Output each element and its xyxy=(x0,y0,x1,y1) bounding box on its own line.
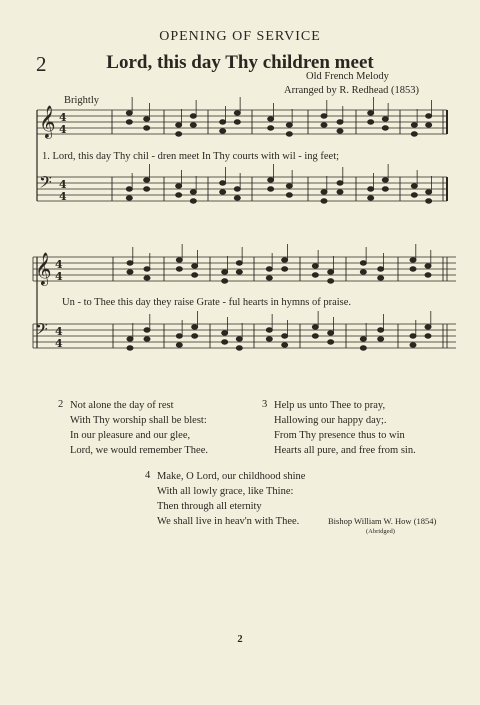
note-head xyxy=(220,181,226,185)
staff-lines xyxy=(33,110,456,348)
note-head xyxy=(425,264,431,268)
note-head xyxy=(368,196,374,200)
time-signature: 4 xyxy=(55,337,63,350)
note-head xyxy=(378,328,384,332)
note-head xyxy=(286,193,292,197)
time-signature: 4 xyxy=(55,325,63,338)
note-head xyxy=(282,343,288,347)
note-head xyxy=(222,331,228,335)
abridged-note: (Abridged) xyxy=(366,528,395,535)
verse-number: 4 xyxy=(145,470,151,481)
note-head xyxy=(190,190,196,194)
hymn-number: 2 xyxy=(36,52,47,76)
note-head xyxy=(220,129,226,133)
verse-line: Hearts all pure, and free from sin. xyxy=(274,445,416,456)
note-head xyxy=(176,123,182,127)
note-head xyxy=(192,334,198,338)
time-signature: 4 xyxy=(59,190,67,203)
note-head xyxy=(286,184,292,188)
note-head xyxy=(144,337,150,341)
note-head xyxy=(144,117,150,121)
note-head xyxy=(176,193,182,197)
verse-line: Help us unto Thee to pray, xyxy=(274,400,386,411)
note-head xyxy=(126,120,132,124)
note-head xyxy=(411,132,417,136)
note-head xyxy=(236,270,242,274)
verse-4 xyxy=(157,469,305,529)
note-head xyxy=(328,331,334,335)
note-head xyxy=(312,334,318,338)
note-head xyxy=(176,267,182,271)
clefs xyxy=(35,105,67,350)
note-head xyxy=(312,325,318,329)
note-head xyxy=(220,120,226,124)
note-head xyxy=(328,340,334,344)
note-head xyxy=(192,273,198,277)
note-head xyxy=(144,267,150,271)
note-head xyxy=(234,111,240,115)
note-head xyxy=(190,123,196,127)
note-head xyxy=(282,258,288,262)
note-head xyxy=(360,337,366,341)
note-head xyxy=(144,126,150,130)
note-head xyxy=(127,270,133,274)
note-head xyxy=(410,334,416,338)
time-signature: 4 xyxy=(59,178,67,191)
verse-line: From Thy presence thus to win xyxy=(274,430,405,441)
note-head xyxy=(337,120,343,124)
verse-line: Make, O Lord, our childhood shine xyxy=(157,471,306,482)
note-head xyxy=(411,123,417,127)
verse-number: 2 xyxy=(58,399,64,410)
tune-name: Old French Melody xyxy=(306,71,389,82)
note-head xyxy=(426,123,432,127)
note-head xyxy=(268,178,274,182)
verse-line: Not alone the day of rest xyxy=(70,400,174,411)
verse-line: We shall live in heav'n with Thee. xyxy=(157,516,300,527)
note-head xyxy=(321,190,327,194)
note-head xyxy=(127,261,133,265)
note-head xyxy=(176,334,182,338)
note-head xyxy=(382,126,388,130)
note-head xyxy=(220,190,226,194)
verse-line: Hallowing our happy day;. xyxy=(274,415,387,426)
note-head xyxy=(266,267,272,271)
note-head xyxy=(266,328,272,332)
note-head xyxy=(382,178,388,182)
note-head xyxy=(382,117,388,121)
note-head xyxy=(312,264,318,268)
note-head xyxy=(176,258,182,262)
note-head xyxy=(190,199,196,203)
note-head xyxy=(268,117,274,121)
note-head xyxy=(126,187,132,191)
note-head xyxy=(236,261,242,265)
note-head xyxy=(190,114,196,118)
note-head xyxy=(411,193,417,197)
note-head xyxy=(382,187,388,191)
note-head xyxy=(410,258,416,262)
note-head xyxy=(337,190,343,194)
note-head xyxy=(126,196,132,200)
author-credit: Bishop William W. How (1854) xyxy=(328,516,437,526)
note-head xyxy=(337,181,343,185)
note-head xyxy=(378,276,384,280)
note-head xyxy=(368,187,374,191)
verse-line: In our pleasure and our glee, xyxy=(70,430,191,441)
note-head xyxy=(426,114,432,118)
note-head xyxy=(425,273,431,277)
note-head xyxy=(222,340,228,344)
verse-number: 3 xyxy=(262,399,268,410)
bass-clef: 𝄢 xyxy=(35,319,48,343)
note-head xyxy=(282,267,288,271)
note-head xyxy=(144,178,150,182)
verse-2 xyxy=(70,398,208,458)
note-head xyxy=(321,123,327,127)
note-head xyxy=(268,126,274,130)
verse-line: Lord, we would remember Thee. xyxy=(70,445,209,456)
note-head xyxy=(234,187,240,191)
note-head xyxy=(144,276,150,280)
hymn-title: Lord, this day Thy children meet xyxy=(106,52,374,73)
note-head xyxy=(234,120,240,124)
note-head xyxy=(425,334,431,338)
note-head xyxy=(312,273,318,277)
note-head xyxy=(144,328,150,332)
arranger-credit: Arranged by R. Redhead (1853) xyxy=(284,85,420,96)
note-head xyxy=(286,123,292,127)
note-head xyxy=(222,279,228,283)
page-number: 2 xyxy=(237,634,243,645)
verse-line: With all lowly grace, like Thine: xyxy=(157,486,294,497)
note-head xyxy=(286,132,292,136)
note-head xyxy=(410,267,416,271)
verse-line: Then through all eternity xyxy=(157,501,262,512)
note-head xyxy=(266,337,272,341)
note-head xyxy=(426,199,432,203)
note-head xyxy=(192,325,198,329)
verse-3 xyxy=(274,398,416,458)
note-head xyxy=(411,184,417,188)
treble-clef: 𝄞 xyxy=(35,252,52,285)
note-head xyxy=(360,261,366,265)
note-head xyxy=(321,199,327,203)
note-head xyxy=(266,276,272,280)
note-head xyxy=(127,346,133,350)
time-signature: 4 xyxy=(55,270,63,283)
tempo-marking: Brightly xyxy=(64,95,100,106)
note-head xyxy=(337,129,343,133)
time-signature: 4 xyxy=(59,111,67,124)
notes xyxy=(126,97,431,350)
time-signature: 4 xyxy=(55,258,63,271)
note-head xyxy=(268,187,274,191)
note-head xyxy=(378,337,384,341)
note-head xyxy=(236,346,242,350)
treble-clef: 𝄞 xyxy=(39,105,56,138)
verse-line: With Thy worship shall be blest: xyxy=(70,415,207,426)
note-head xyxy=(176,343,182,347)
note-head xyxy=(328,270,334,274)
section-title: OPENING OF SERVICE xyxy=(159,29,321,44)
note-head xyxy=(222,270,228,274)
note-head xyxy=(236,337,242,341)
lyric-line-1: 1. Lord, this day Thy chil - dren meet In Thy courts with wil - ing feet; xyxy=(42,151,340,162)
note-head xyxy=(360,270,366,274)
note-head xyxy=(144,187,150,191)
note-head xyxy=(368,111,374,115)
note-head xyxy=(368,120,374,124)
time-signature: 4 xyxy=(59,123,67,136)
note-head xyxy=(176,132,182,136)
note-head xyxy=(127,337,133,341)
note-head xyxy=(425,325,431,329)
note-head xyxy=(360,346,366,350)
note-head xyxy=(328,279,334,283)
note-head xyxy=(192,264,198,268)
note-head xyxy=(426,190,432,194)
lyric-line-2: Un - to Thee this day they raise Grate - ful hearts in hymns of praise. xyxy=(62,297,352,308)
note-head xyxy=(176,184,182,188)
note-head xyxy=(126,111,132,115)
bass-clef: 𝄢 xyxy=(39,172,52,196)
note-head xyxy=(321,114,327,118)
note-head xyxy=(234,196,240,200)
note-head xyxy=(410,343,416,347)
note-head xyxy=(378,267,384,271)
note-head xyxy=(282,334,288,338)
